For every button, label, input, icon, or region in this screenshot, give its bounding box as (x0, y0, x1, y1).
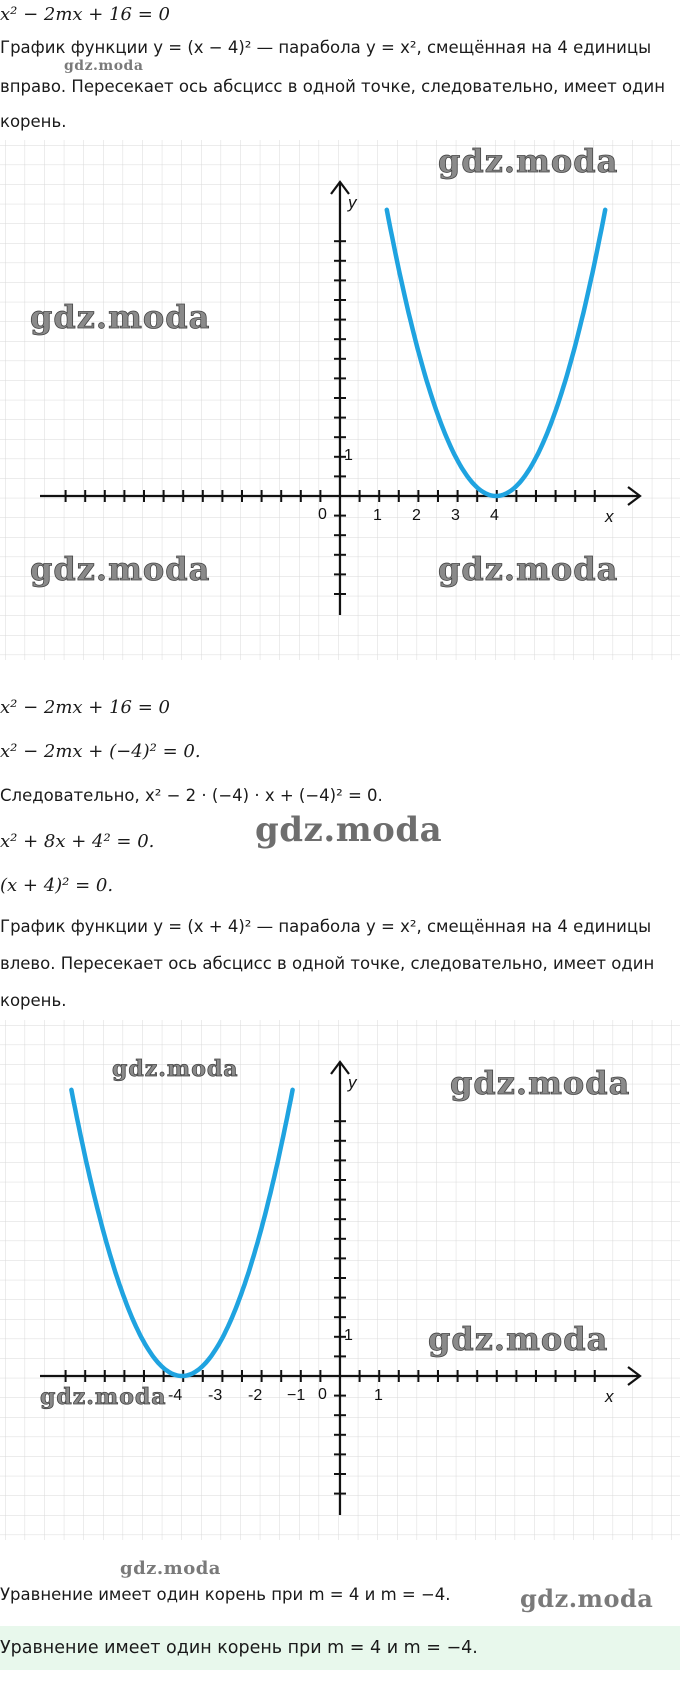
description-line: корень. (0, 991, 67, 1010)
description-line: вправо. Пересекает ось абсцисс в одной точке, следовательно, имеет один (0, 77, 665, 96)
description-line: График функции y = (x − 4)² — парабола y = x², смещённая на 4 единицы (0, 38, 652, 57)
tick-label-x: 2 (412, 507, 421, 524)
graph-parabola-right (0, 140, 680, 660)
watermark: gdz.moda (438, 142, 619, 180)
answer-text: Уравнение имеет один корень при m = 4 и m = −4. (0, 1638, 478, 1658)
tick-label-x: -3 (208, 1387, 223, 1404)
tick-label-x: -4 (168, 1387, 183, 1404)
x-axis-label: x (605, 507, 614, 526)
equation-line: x² + 8x + 4² = 0. (0, 831, 155, 852)
conclusion-text: Уравнение имеет один корень при m = 4 и m = −4. (0, 1585, 451, 1604)
y-axis-label: y (348, 1073, 357, 1092)
tick-label-x: 3 (451, 507, 460, 524)
watermark: gdz.moda (30, 298, 211, 336)
watermark: gdz.moda (520, 1584, 654, 1613)
watermark: gdz.moda (30, 550, 211, 588)
description-line: влево. Пересекает ось абсцисс в одной точке, следовательно, имеет один (0, 954, 655, 973)
equation-line: (x + 4)² = 0. (0, 875, 114, 896)
watermark: gdz.moda (428, 1320, 609, 1358)
equation-line: x² − 2mx + (−4)² = 0. (0, 741, 201, 762)
watermark: gdz.moda (64, 58, 144, 74)
watermark: gdz.moda (438, 550, 619, 588)
tick-label-x: 1 (374, 1387, 383, 1404)
tick-label-x: 1 (373, 507, 382, 524)
description-line: корень. (0, 112, 67, 131)
watermark: gdz.moda (255, 810, 443, 850)
tick-label-x: −1 (287, 1387, 306, 1404)
graph-parabola-left (0, 1020, 680, 1540)
watermark: gdz.moda (112, 1056, 239, 1082)
y-axis-label: y (348, 193, 357, 212)
tick-label-x: 4 (490, 507, 499, 524)
watermark: gdz.moda (40, 1384, 167, 1410)
watermark: gdz.moda (120, 1558, 221, 1579)
watermark: gdz.moda (450, 1064, 631, 1102)
tick-label-x: -2 (248, 1387, 263, 1404)
origin-label: 0 (318, 506, 327, 523)
origin-label: 0 (318, 1386, 327, 1403)
tick-label-y: 1 (344, 447, 353, 464)
equation-line: x² − 2mx + 16 = 0 (0, 697, 170, 718)
equation-line: Следовательно, x² − 2 · (−4) · x + (−4)² = 0. (0, 786, 383, 805)
tick-label-y: 1 (344, 1327, 353, 1344)
equation-line: x² − 2mx + 16 = 0 (0, 4, 170, 25)
description-line: График функции y = (x + 4)² — парабола y = x², смещённая на 4 единицы (0, 917, 652, 936)
x-axis-label: x (605, 1387, 614, 1406)
